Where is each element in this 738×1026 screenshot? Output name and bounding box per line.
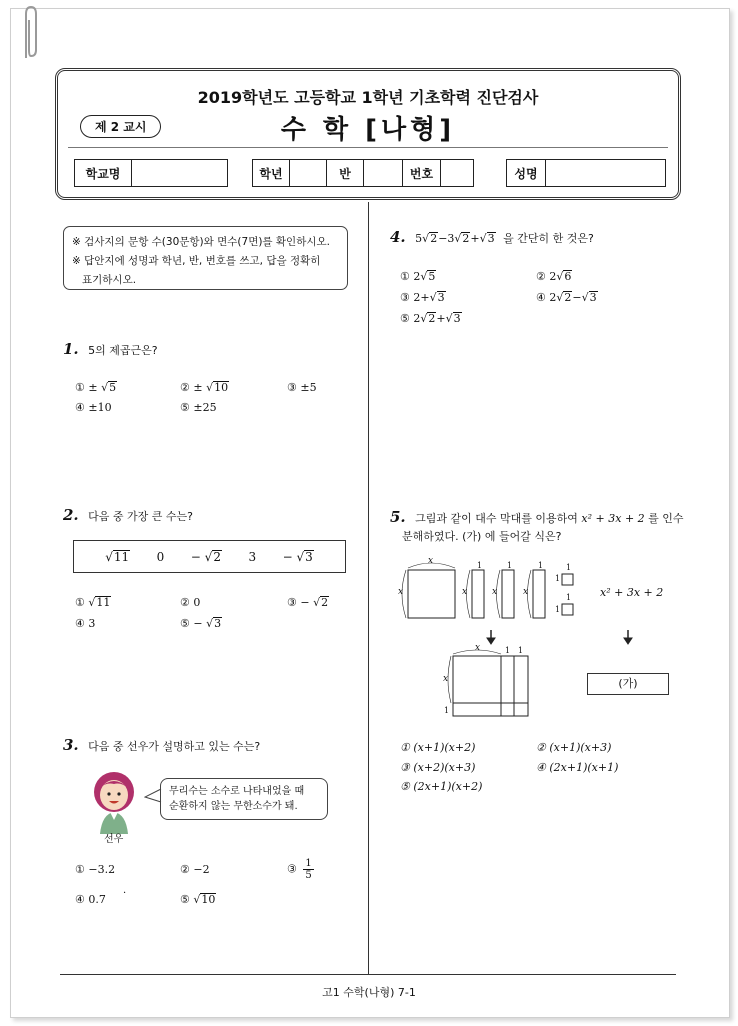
- tile-label-x: x: [462, 587, 468, 597]
- question-4: [390, 228, 594, 246]
- footer-rule: [60, 974, 676, 975]
- tile-label-x: x: [492, 587, 498, 597]
- question-number: 5.: [390, 508, 406, 526]
- question-number: 3.: [63, 736, 79, 754]
- q4-option-5[interactable]: ⑤ 2√2+√3: [400, 312, 461, 325]
- tile-label-1: 1: [555, 605, 561, 614]
- question-number: 1.: [63, 340, 79, 358]
- number-sqrt11: √11: [105, 549, 130, 564]
- x-tile: [472, 570, 484, 618]
- number-three: 3: [248, 549, 257, 564]
- question-1: [63, 340, 158, 358]
- tile-label-1: 1: [518, 646, 524, 655]
- q5-option-1[interactable]: ① (x+1)(x+2): [400, 741, 476, 754]
- x-tile: [502, 570, 514, 618]
- tile-label-1: 1: [566, 563, 572, 572]
- q1-option-5[interactable]: ⑤ ±25: [180, 401, 217, 414]
- x-squared-tile: [408, 570, 455, 618]
- question-2: [63, 506, 193, 524]
- q5-option-5[interactable]: ⑤ (2x+1)(x+2): [400, 780, 483, 793]
- page-footer: 고1 수학(나형) 7-1: [322, 986, 416, 999]
- q2-option-3[interactable]: ③ − √2: [287, 596, 329, 609]
- assembled-rectangle: [453, 656, 528, 716]
- character-name: 선우: [104, 834, 124, 845]
- grade-input[interactable]: [290, 160, 327, 186]
- question-number: 4.: [390, 228, 406, 246]
- tile-label-x: x: [428, 556, 434, 566]
- q3-option-5[interactable]: ⑤ √10: [180, 893, 216, 906]
- diagram-expression: x² + 3x + 2: [600, 586, 664, 599]
- tile-label-x: x: [398, 587, 404, 597]
- q2-option-4[interactable]: ④ 3: [75, 617, 96, 630]
- q1-option-1[interactable]: ① ± √5: [75, 381, 117, 394]
- q3-option-2[interactable]: ② −2: [180, 863, 210, 876]
- question-number: 2.: [63, 506, 79, 524]
- q1-option-4[interactable]: ④ ±10: [75, 401, 112, 414]
- question-text: 그림과 같이 대수 막대를 이용하여: [415, 512, 578, 525]
- q5-option-3[interactable]: ③ (x+2)(x+3): [400, 761, 476, 774]
- question-text: 다음 중 선우가 설명하고 있는 수는?: [88, 740, 261, 753]
- q3-option-1[interactable]: ① −3.2: [75, 863, 116, 876]
- algebra-tiles-diagram: [395, 556, 685, 722]
- paperclip-icon: [18, 4, 40, 62]
- header-rule: [68, 147, 668, 148]
- grade-class-number-field: [252, 159, 474, 187]
- answer-blank-box: (가): [587, 673, 669, 695]
- unit-tile: [562, 574, 573, 585]
- class-input[interactable]: [364, 160, 403, 186]
- question-text: 다음 중 가장 큰 수는?: [88, 510, 194, 523]
- tile-label-1: 1: [477, 561, 483, 570]
- exam-title: 2019학년도 고등학교 1학년 기초학력 진단검사: [197, 88, 539, 107]
- subject-title: 수 학 [나형]: [280, 115, 456, 145]
- q4-option-3[interactable]: ③ 2+√3: [400, 291, 445, 304]
- number-zero: 0: [156, 549, 165, 564]
- q1-option-2[interactable]: ② ± √10: [180, 381, 229, 394]
- tile-label-1: 1: [507, 561, 513, 570]
- tile-label-1: 1: [505, 646, 511, 655]
- grade-label: 학년: [253, 160, 290, 186]
- x-tile: [533, 570, 545, 618]
- q2-option-2[interactable]: ② 0: [180, 596, 201, 609]
- tile-label-1: 1: [538, 561, 544, 570]
- q5-option-4[interactable]: ④ (2x+1)(x+1): [536, 761, 619, 774]
- question-3: [63, 736, 260, 754]
- q3-option-3[interactable]: ③ $\frac{1}{5}$: [287, 858, 312, 881]
- tile-label-x: x: [523, 587, 529, 597]
- number-neg-sqrt3: − √3: [282, 549, 313, 564]
- question-text: 를 인수: [648, 512, 684, 525]
- student-character-icon: [88, 768, 140, 836]
- tile-label-1: 1: [444, 706, 450, 715]
- number-neg-sqrt2: − √2: [190, 549, 221, 564]
- number-label: 번호: [403, 160, 441, 186]
- class-label: 반: [327, 160, 364, 186]
- bubble-line: 순환하지 않는 무한소수가 돼.: [169, 801, 298, 812]
- question-5-line-2: 분해하였다. (가) 에 들어갈 식은?: [402, 530, 562, 543]
- column-divider: [368, 202, 369, 974]
- q4-option-2[interactable]: ② 2√6: [536, 270, 572, 283]
- unit-tile: [562, 604, 573, 615]
- question-text: 을 간단히 한 것은?: [503, 232, 594, 245]
- speech-bubble: [160, 778, 328, 820]
- name-input[interactable]: [546, 160, 665, 186]
- question-expression: 5√2−3√2+√3: [415, 232, 495, 245]
- exam-header: [55, 68, 681, 200]
- bubble-line: 무리수는 소수로 나타내었을 때: [169, 786, 305, 797]
- question-text: 5의 제곱근은?: [88, 344, 158, 357]
- q4-option-4[interactable]: ④ 2√2−√3: [536, 291, 597, 304]
- question-expression: x² + 3x + 2: [581, 512, 645, 525]
- notice-line: ※ 검사지의 문항 수(30문항)와 면수(7면)를 확인하시오.: [72, 236, 330, 248]
- tile-label-1: 1: [566, 593, 572, 602]
- q2-number-box: [73, 540, 346, 573]
- q4-option-1[interactable]: ① 2√5: [400, 270, 436, 283]
- q3-option-4[interactable]: ④ 0.7 ·: [75, 888, 127, 906]
- period-badge: 제 2 교시: [80, 115, 161, 138]
- q2-option-1[interactable]: ① √11: [75, 596, 111, 609]
- tile-label-x: x: [443, 674, 449, 684]
- notice-line: ※ 답안지에 성명과 학년, 반, 번호를 쓰고, 답을 정확히: [72, 255, 321, 267]
- q1-option-3[interactable]: ③ ±5: [287, 381, 317, 394]
- notice-line: 표기하시오.: [82, 274, 137, 286]
- school-field: [74, 159, 228, 187]
- number-input[interactable]: [441, 160, 473, 186]
- name-field: [506, 159, 666, 187]
- question-5: [390, 508, 684, 526]
- school-input[interactable]: [132, 160, 227, 186]
- notice-box: [63, 226, 348, 290]
- tile-label-x: x: [475, 643, 481, 653]
- tile-label-1: 1: [555, 574, 561, 583]
- name-label: 성명: [507, 160, 546, 186]
- school-label: 학교명: [75, 160, 132, 186]
- q5-option-2[interactable]: ② (x+1)(x+3): [536, 741, 612, 754]
- q2-option-5[interactable]: ⑤ − √3: [180, 617, 222, 630]
